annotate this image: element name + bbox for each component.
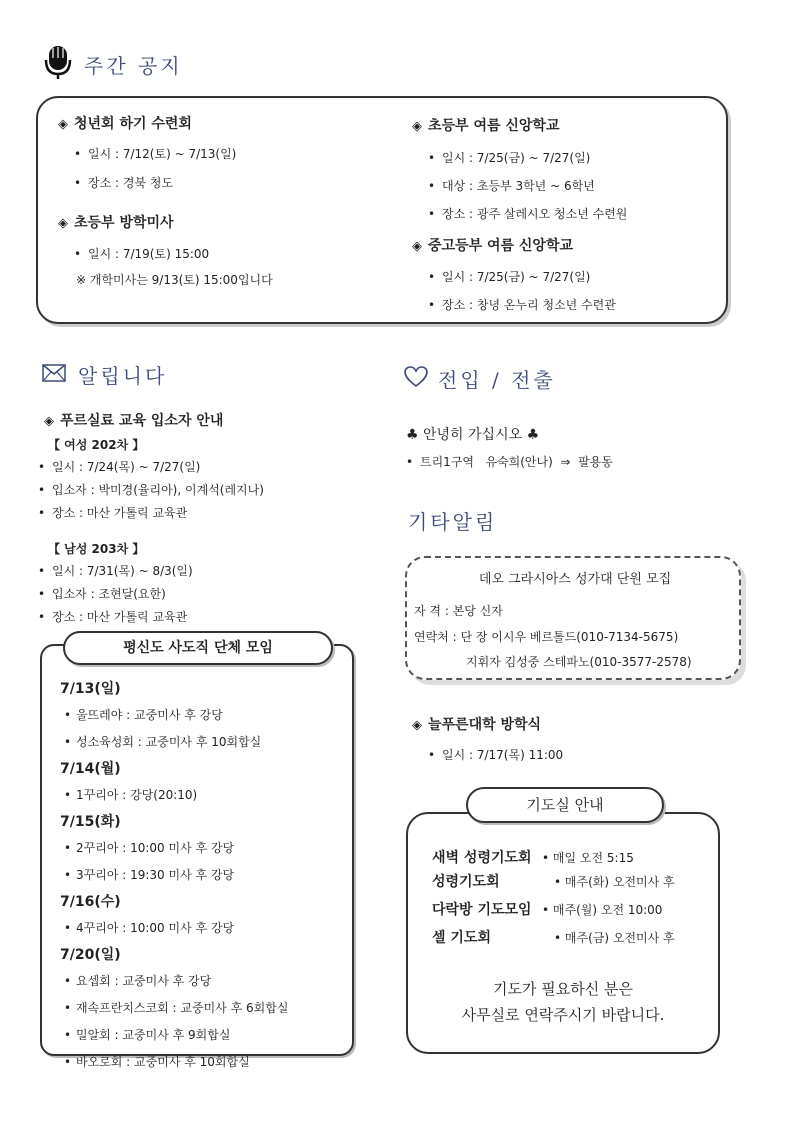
cursillo-heading: 푸르실료 교육 입소자 안내: [60, 413, 224, 429]
bullet-icon: •: [38, 610, 46, 624]
prayer-row: [432, 845, 702, 869]
prayer-schedule: [432, 845, 702, 949]
male-place: 장소 : 마산 가톨릭 교육관: [52, 610, 188, 624]
youth-retreat: [58, 113, 236, 191]
elementary-mass-heading: 초등부 방학미사: [74, 215, 174, 231]
dot-icon: •: [542, 902, 550, 917]
bullet-icon: •: [38, 564, 46, 578]
elementary-camp-target: 대상 : 초등부 3학년 ~ 6학년: [442, 179, 595, 193]
choir-heading: 데오 그라시아스 성가대 단원 모집: [478, 572, 672, 587]
male-date: 일시 : 7/31(목) ~ 8/3(일): [52, 564, 193, 578]
farewell-heading: ♣ 안녕히 가십시오 ♣: [406, 427, 540, 443]
group-day-date: 7/15(화): [60, 814, 121, 830]
contact-conductor: 지휘자 김성중 스테파노(010-3577-2578): [466, 655, 692, 669]
contact-label: 연락처 :: [414, 630, 457, 644]
prayer-group-name: 새벽 성령기도회: [432, 850, 532, 866]
dot-icon: •: [64, 788, 72, 802]
prayer-closing-line-1: 기도가 필요하신 분은: [493, 980, 633, 998]
group-day-date: 7/20(일): [60, 947, 121, 963]
group-item: 밀알회 : 교중미사 후 9회합실: [76, 1028, 231, 1042]
bullet-icon: •: [38, 460, 46, 474]
prayer-group-time: 매주(월) 오전 10:00: [552, 902, 663, 917]
group-item: 바오로회 : 교중미사 후 10회합실: [76, 1055, 250, 1069]
senior-university-date: 일시 : 7/17(목) 11:00: [442, 748, 564, 762]
bullet-icon: •: [428, 207, 436, 221]
female-attendees: 입소자 : 박미경(율리아), 이계석(레지나): [52, 483, 264, 497]
qualification-label: 자 격 :: [414, 604, 449, 618]
qualification-value: 본당 신자: [452, 604, 503, 618]
senior-university: [412, 714, 563, 763]
bullet-icon: •: [74, 247, 82, 261]
dot-icon: •: [64, 974, 72, 988]
dot-icon: •: [542, 850, 550, 865]
diamond-icon: ◈: [412, 718, 422, 733]
prayer-group-name: 다락방 기도모임: [432, 902, 532, 918]
prayer-group-time: 매주(화) 오전미사 후: [564, 874, 675, 889]
prayer-group-name: 셀 기도회: [432, 930, 491, 946]
weekly-notice-title: 주간 공지: [84, 54, 183, 78]
group-item: 울뜨레야 : 교중미사 후 강당: [76, 708, 223, 722]
envelope-icon: [42, 364, 66, 386]
elementary-mass-note: ※ 개학미사는 9/13(토) 15:00입니다: [76, 273, 273, 287]
bullet-icon: •: [428, 179, 436, 193]
youth-retreat-date: 일시 : 7/12(토) ~ 7/13(일): [88, 147, 237, 161]
elementary-camp-place: 장소 : 광주 살레시오 청소년 수련원: [442, 207, 628, 221]
prayer-group-name: 성령기도회: [432, 874, 500, 890]
elementary-camp: [412, 115, 627, 222]
group-item: 재속프란치스코회 : 교중미사 후 6회합실: [76, 1001, 289, 1015]
group-day-date: 7/16(수): [60, 894, 121, 910]
female-date: 일시 : 7/24(목) ~ 7/27(일): [52, 460, 201, 474]
elementary-mass-date: 일시 : 7/19(토) 15:00: [88, 247, 210, 261]
bullet-icon: •: [38, 587, 46, 601]
group-item: 1꾸리아 : 강당(20:10): [76, 788, 198, 802]
heart-icon: [404, 366, 428, 392]
bullet-icon: •: [428, 748, 436, 762]
notices-title: 알립니다: [78, 364, 168, 388]
prayer-group-time: 매주(금) 오전미사 후: [564, 930, 675, 945]
bullet-icon: •: [38, 483, 46, 497]
dot-icon: •: [64, 841, 72, 855]
diamond-icon: ◈: [58, 117, 68, 132]
dot-icon: •: [64, 1028, 72, 1042]
youth-retreat-place: 장소 : 경북 청도: [88, 176, 174, 190]
dot-icon: •: [554, 930, 562, 945]
bullet-icon: •: [74, 147, 82, 161]
secondary-camp-date: 일시 : 7/25(금) ~ 7/27(일): [442, 270, 591, 284]
bullet-icon: •: [428, 151, 436, 165]
senior-university-heading: 늘푸른대학 방학식: [428, 717, 542, 733]
choir-recruit-content: [414, 568, 736, 670]
dot-icon: •: [64, 1055, 72, 1069]
group-item: 4꾸리아 : 10:00 미사 후 강당: [76, 921, 235, 935]
dot-icon: •: [554, 874, 562, 889]
dot-icon: •: [64, 708, 72, 722]
cursillo-notice: [38, 410, 264, 625]
prayer-room-title: 기도실 안내: [466, 787, 664, 823]
contact-leader: 단 장 이시우 베르톨드(010-7134-5675): [460, 630, 679, 644]
elementary-mass: [58, 212, 273, 288]
group-day-date: 7/13(일): [60, 681, 121, 697]
group-item: 2꾸리아 : 10:00 미사 후 강당: [76, 841, 235, 855]
group-day-date: 7/14(월): [60, 761, 121, 777]
secondary-camp: [412, 235, 616, 313]
groups-schedule: [60, 678, 288, 1070]
diamond-icon: ◈: [44, 414, 54, 429]
transfer-section: [406, 424, 613, 470]
other-notices-title: 기타알림: [408, 510, 498, 534]
elementary-camp-heading: 초등부 여름 신앙학교: [428, 118, 560, 134]
dot-icon: •: [64, 868, 72, 882]
youth-retreat-heading: 청년회 하기 수련회: [74, 116, 192, 132]
prayer-row: [432, 869, 702, 893]
group-item: 요셉회 : 교중미사 후 강당: [76, 974, 212, 988]
prayer-row: [432, 893, 702, 925]
bullet-icon: •: [428, 270, 436, 284]
dot-icon: •: [64, 921, 72, 935]
male-session-label: 【 남성 203차 】: [48, 542, 145, 556]
bullet-icon: •: [74, 176, 82, 190]
diamond-icon: ◈: [412, 119, 422, 134]
group-item: 3꾸리아 : 19:30 미사 후 강당: [76, 868, 235, 882]
female-place: 장소 : 마산 가톨릭 교육관: [52, 506, 188, 520]
dot-icon: •: [64, 1001, 72, 1015]
diamond-icon: ◈: [412, 239, 422, 254]
secondary-camp-place: 장소 : 창녕 온누리 청소년 수련관: [442, 298, 616, 312]
bullet-icon: •: [428, 298, 436, 312]
female-session-label: 【 여성 202차 】: [48, 438, 145, 452]
bullet-icon: •: [38, 506, 46, 520]
group-item: 성소육성회 : 교중미사 후 10회합실: [76, 735, 262, 749]
transfer-out-item: 트리1구역 유숙희(안나) ⇒ 팔용동: [420, 455, 613, 469]
dot-icon: •: [64, 735, 72, 749]
prayer-group-time: 매일 오전 5:15: [552, 850, 634, 865]
elementary-camp-date: 일시 : 7/25(금) ~ 7/27(일): [442, 151, 591, 165]
prayer-closing-line-2: 사무실로 연락주시기 바랍니다.: [461, 1006, 665, 1024]
prayer-row: [432, 925, 702, 949]
prayer-closing: [406, 976, 720, 1028]
secondary-camp-heading: 중고등부 여름 신앙학교: [428, 238, 573, 254]
bullet-icon: •: [406, 455, 414, 469]
microphone-icon: [44, 44, 72, 80]
diamond-icon: ◈: [58, 216, 68, 231]
groups-title: 평신도 사도직 단체 모임: [63, 631, 333, 665]
transfer-title: 전입 / 전출: [438, 368, 556, 392]
male-attendees: 입소자 : 조현달(요한): [52, 587, 166, 601]
